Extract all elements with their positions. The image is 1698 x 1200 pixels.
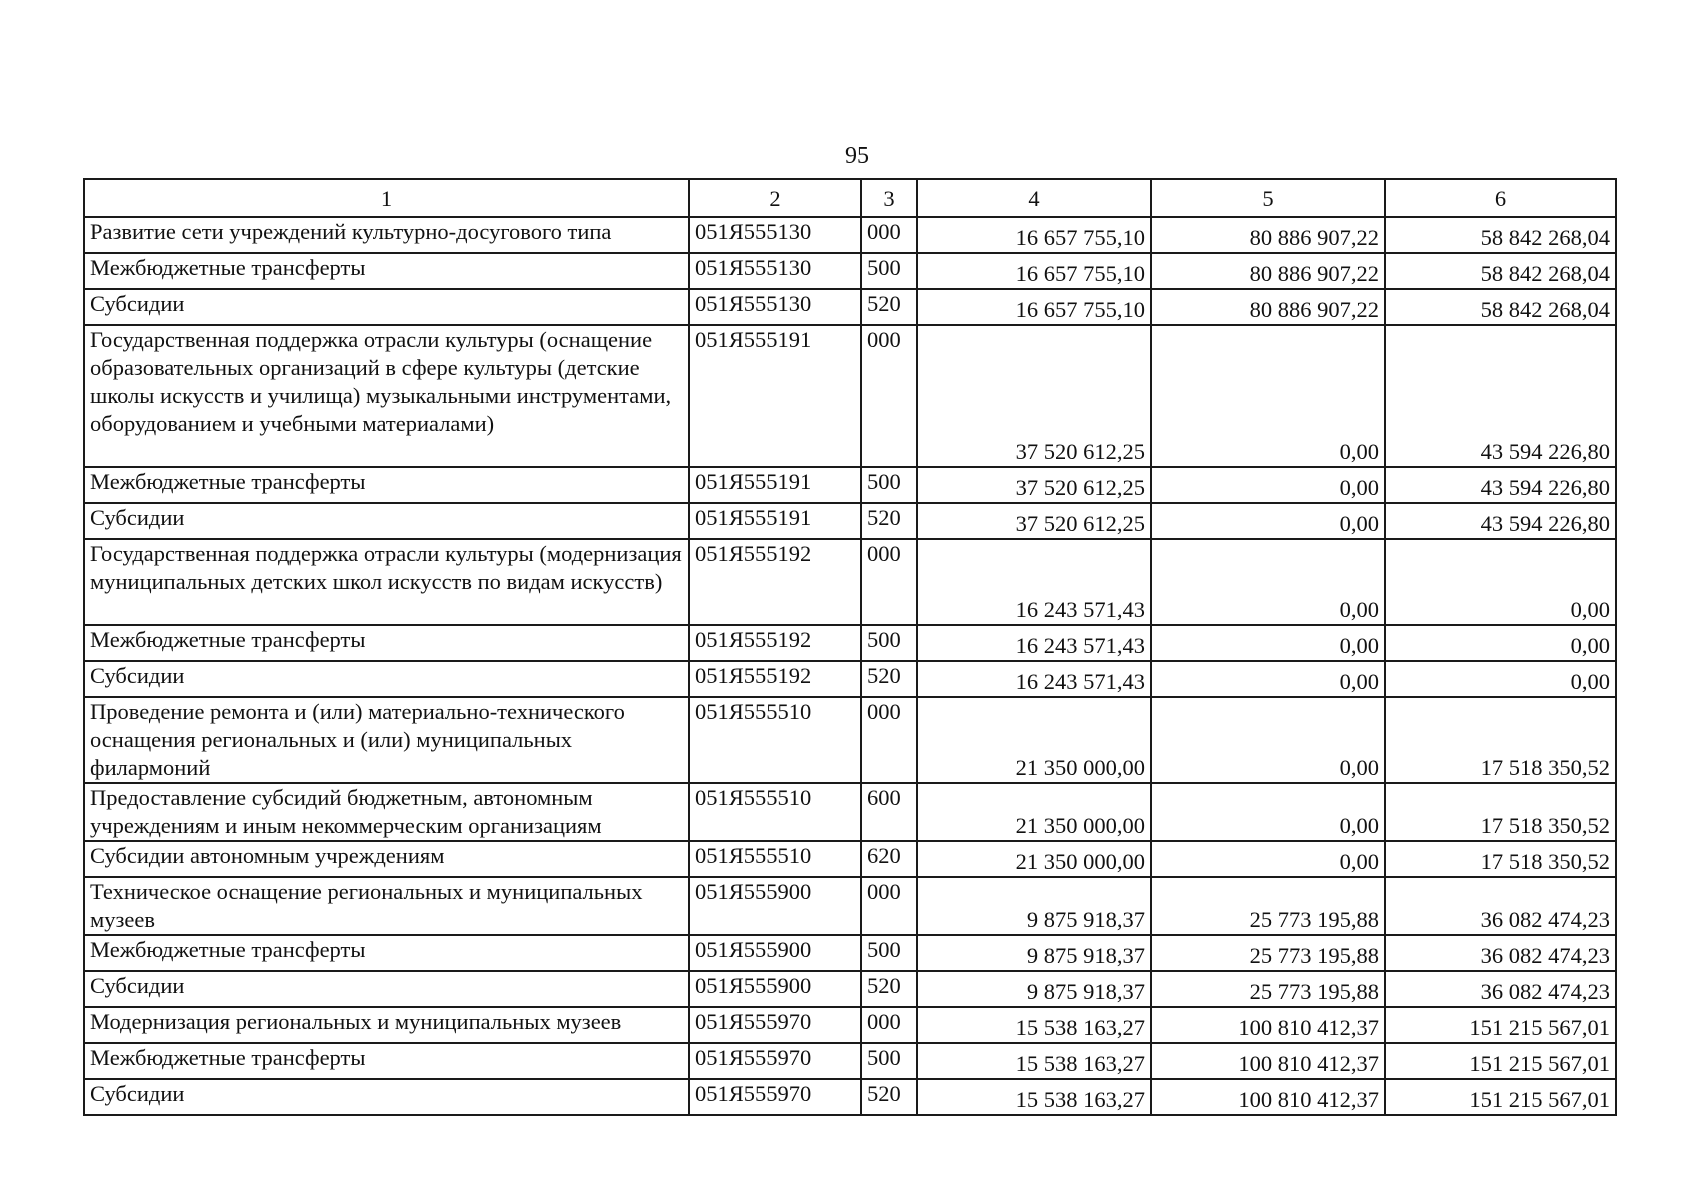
row-code: 051Я555130 bbox=[689, 253, 861, 289]
column-header-1: 1 bbox=[84, 179, 689, 217]
row-code: 051Я555510 bbox=[689, 697, 861, 783]
row-value-4: 21 350 000,00 bbox=[917, 783, 1151, 841]
row-code: 051Я555191 bbox=[689, 467, 861, 503]
row-kind: 000 bbox=[861, 877, 917, 935]
table-row bbox=[84, 783, 1616, 841]
page-number: 95 bbox=[845, 143, 869, 169]
row-value-5: 0,00 bbox=[1151, 697, 1385, 783]
column-header-3: 3 bbox=[861, 179, 917, 217]
row-value-4: 9 875 918,37 bbox=[917, 877, 1151, 935]
table-row bbox=[84, 1007, 1616, 1043]
row-value-4: 9 875 918,37 bbox=[917, 935, 1151, 971]
row-value-6: 151 215 567,01 bbox=[1385, 1043, 1616, 1079]
row-value-6: 17 518 350,52 bbox=[1385, 841, 1616, 877]
row-code: 051Я555130 bbox=[689, 289, 861, 325]
row-value-4: 15 538 163,27 bbox=[917, 1079, 1151, 1115]
row-name: Межбюджетные трансферты bbox=[84, 467, 689, 503]
row-code: 051Я555192 bbox=[689, 661, 861, 697]
row-value-5: 25 773 195,88 bbox=[1151, 935, 1385, 971]
row-code: 051Я555900 bbox=[689, 877, 861, 935]
row-value-5: 0,00 bbox=[1151, 503, 1385, 539]
row-name: Проведение ремонта и (или) материально-технического оснащения региональных и (или) муниципальных филармоний bbox=[84, 697, 689, 783]
table-row bbox=[84, 935, 1616, 971]
column-header-2: 2 bbox=[689, 179, 861, 217]
row-kind: 500 bbox=[861, 467, 917, 503]
row-name: Развитие сети учреждений культурно-досугового типа bbox=[84, 217, 689, 253]
row-value-5: 80 886 907,22 bbox=[1151, 253, 1385, 289]
table-row bbox=[84, 625, 1616, 661]
row-value-6: 151 215 567,01 bbox=[1385, 1007, 1616, 1043]
table-row bbox=[84, 971, 1616, 1007]
row-value-6: 151 215 567,01 bbox=[1385, 1079, 1616, 1115]
row-code: 051Я555900 bbox=[689, 935, 861, 971]
row-value-4: 16 657 755,10 bbox=[917, 253, 1151, 289]
row-code: 051Я555900 bbox=[689, 971, 861, 1007]
row-value-5: 0,00 bbox=[1151, 783, 1385, 841]
row-value-6: 43 594 226,80 bbox=[1385, 503, 1616, 539]
row-value-5: 100 810 412,37 bbox=[1151, 1043, 1385, 1079]
table-row bbox=[84, 467, 1616, 503]
row-name: Межбюджетные трансферты bbox=[84, 625, 689, 661]
row-value-5: 80 886 907,22 bbox=[1151, 289, 1385, 325]
row-value-4: 15 538 163,27 bbox=[917, 1043, 1151, 1079]
column-header-6: 6 bbox=[1385, 179, 1616, 217]
table-row bbox=[84, 877, 1616, 935]
table-row bbox=[84, 661, 1616, 697]
row-value-6: 36 082 474,23 bbox=[1385, 971, 1616, 1007]
row-code: 051Я555192 bbox=[689, 539, 861, 625]
row-value-6: 0,00 bbox=[1385, 539, 1616, 625]
row-kind: 600 bbox=[861, 783, 917, 841]
row-value-4: 37 520 612,25 bbox=[917, 503, 1151, 539]
row-name: Субсидии автономным учреждениям bbox=[84, 841, 689, 877]
row-kind: 500 bbox=[861, 253, 917, 289]
row-kind: 000 bbox=[861, 217, 917, 253]
row-code: 051Я555191 bbox=[689, 325, 861, 467]
table-row bbox=[84, 1079, 1616, 1115]
row-value-5: 100 810 412,37 bbox=[1151, 1007, 1385, 1043]
row-value-6: 17 518 350,52 bbox=[1385, 783, 1616, 841]
table-row bbox=[84, 503, 1616, 539]
row-value-4: 21 350 000,00 bbox=[917, 697, 1151, 783]
row-value-5: 0,00 bbox=[1151, 539, 1385, 625]
row-kind: 000 bbox=[861, 325, 917, 467]
row-name: Субсидии bbox=[84, 1079, 689, 1115]
row-name: Субсидии bbox=[84, 661, 689, 697]
row-kind: 000 bbox=[861, 697, 917, 783]
row-value-5: 0,00 bbox=[1151, 661, 1385, 697]
row-value-5: 0,00 bbox=[1151, 467, 1385, 503]
row-kind: 500 bbox=[861, 625, 917, 661]
row-kind: 520 bbox=[861, 1079, 917, 1115]
budget-table bbox=[83, 178, 1617, 1116]
row-value-4: 15 538 163,27 bbox=[917, 1007, 1151, 1043]
row-name: Субсидии bbox=[84, 971, 689, 1007]
row-value-5: 80 886 907,22 bbox=[1151, 217, 1385, 253]
row-kind: 520 bbox=[861, 289, 917, 325]
row-value-4: 37 520 612,25 bbox=[917, 325, 1151, 467]
row-name: Государственная поддержка отрасли культуры (модернизация муниципальных детских школ искусств по видам искусств) bbox=[84, 539, 689, 625]
row-code: 051Я555192 bbox=[689, 625, 861, 661]
row-kind: 500 bbox=[861, 1043, 917, 1079]
table-row bbox=[84, 841, 1616, 877]
row-kind: 620 bbox=[861, 841, 917, 877]
table-row bbox=[84, 325, 1616, 467]
row-code: 051Я555510 bbox=[689, 783, 861, 841]
row-code: 051Я555970 bbox=[689, 1007, 861, 1043]
row-value-4: 16 243 571,43 bbox=[917, 625, 1151, 661]
row-value-5: 25 773 195,88 bbox=[1151, 877, 1385, 935]
row-code: 051Я555970 bbox=[689, 1079, 861, 1115]
row-value-4: 16 243 571,43 bbox=[917, 539, 1151, 625]
row-value-5: 100 810 412,37 bbox=[1151, 1079, 1385, 1115]
row-value-4: 16 657 755,10 bbox=[917, 217, 1151, 253]
row-value-4: 16 657 755,10 bbox=[917, 289, 1151, 325]
row-value-6: 0,00 bbox=[1385, 661, 1616, 697]
row-value-6: 58 842 268,04 bbox=[1385, 217, 1616, 253]
row-code: 051Я555191 bbox=[689, 503, 861, 539]
row-name: Техническое оснащение региональных и муниципальных музеев bbox=[84, 877, 689, 935]
row-value-5: 0,00 bbox=[1151, 325, 1385, 467]
row-name: Межбюджетные трансферты bbox=[84, 935, 689, 971]
column-header-4: 4 bbox=[917, 179, 1151, 217]
table-row bbox=[84, 289, 1616, 325]
row-value-6: 58 842 268,04 bbox=[1385, 253, 1616, 289]
row-name: Субсидии bbox=[84, 503, 689, 539]
row-value-6: 58 842 268,04 bbox=[1385, 289, 1616, 325]
table-row bbox=[84, 217, 1616, 253]
row-value-4: 21 350 000,00 bbox=[917, 841, 1151, 877]
row-value-6: 0,00 bbox=[1385, 625, 1616, 661]
column-header-5: 5 bbox=[1151, 179, 1385, 217]
row-name: Межбюджетные трансферты bbox=[84, 1043, 689, 1079]
row-code: 051Я555510 bbox=[689, 841, 861, 877]
table-row bbox=[84, 539, 1616, 625]
row-kind: 520 bbox=[861, 661, 917, 697]
row-kind: 520 bbox=[861, 971, 917, 1007]
row-value-5: 25 773 195,88 bbox=[1151, 971, 1385, 1007]
row-name: Модернизация региональных и муниципальных музеев bbox=[84, 1007, 689, 1043]
row-value-6: 36 082 474,23 bbox=[1385, 935, 1616, 971]
row-value-6: 17 518 350,52 bbox=[1385, 697, 1616, 783]
row-kind: 000 bbox=[861, 1007, 917, 1043]
row-value-4: 16 243 571,43 bbox=[917, 661, 1151, 697]
row-kind: 000 bbox=[861, 539, 917, 625]
row-value-5: 0,00 bbox=[1151, 625, 1385, 661]
row-name: Государственная поддержка отрасли культуры (оснащение образовательных организаций в сфере культуры (детские школы искусств и училища) музыкальными инструментами, оборудованием и учебными материалами) bbox=[84, 325, 689, 467]
table-row bbox=[84, 1043, 1616, 1079]
table-row bbox=[84, 697, 1616, 783]
table-row bbox=[84, 253, 1616, 289]
row-code: 051Я555970 bbox=[689, 1043, 861, 1079]
row-kind: 520 bbox=[861, 503, 917, 539]
row-value-6: 43 594 226,80 bbox=[1385, 467, 1616, 503]
row-value-6: 43 594 226,80 bbox=[1385, 325, 1616, 467]
row-value-4: 9 875 918,37 bbox=[917, 971, 1151, 1007]
row-value-4: 37 520 612,25 bbox=[917, 467, 1151, 503]
row-value-5: 0,00 bbox=[1151, 841, 1385, 877]
row-code: 051Я555130 bbox=[689, 217, 861, 253]
header-row bbox=[84, 179, 1616, 217]
row-name: Субсидии bbox=[84, 289, 689, 325]
row-name: Предоставление субсидий бюджетным, автономным учреждениям и иным некоммерческим организациям bbox=[84, 783, 689, 841]
row-value-6: 36 082 474,23 bbox=[1385, 877, 1616, 935]
row-kind: 500 bbox=[861, 935, 917, 971]
row-name: Межбюджетные трансферты bbox=[84, 253, 689, 289]
